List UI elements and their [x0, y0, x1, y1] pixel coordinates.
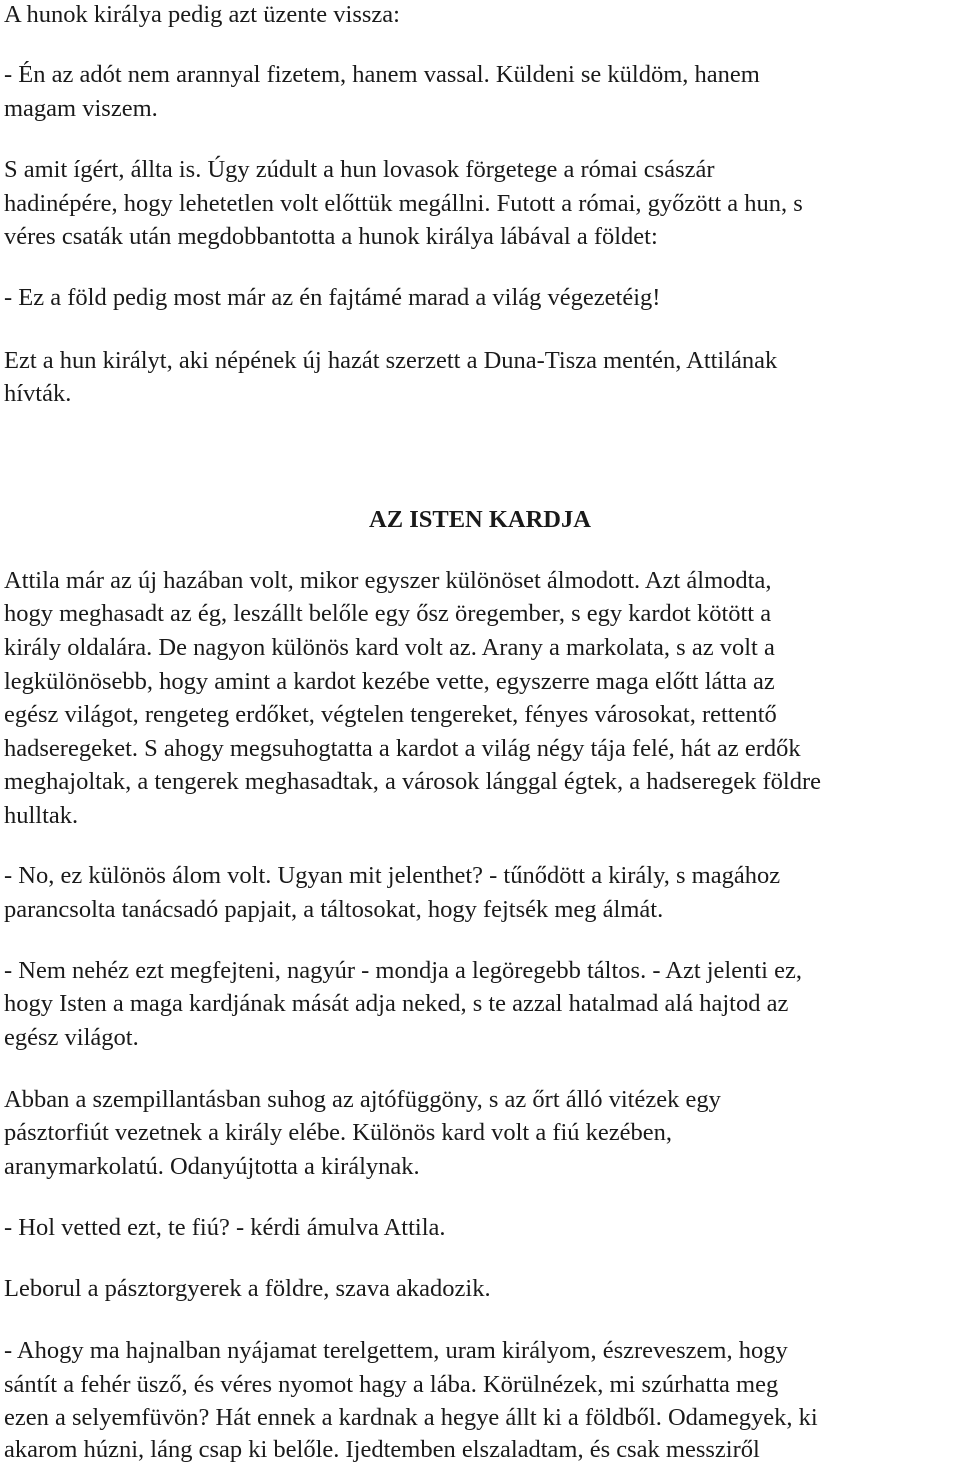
- text-line: aranymarkolatú. Odanyújtotta a királynak.: [4, 1153, 420, 1180]
- text-line: akarom húzni, láng csap ki belőle. Ijedtemben elszaladtam, és csak messziről: [4, 1436, 760, 1463]
- section-heading: AZ ISTEN KARDJA: [369, 506, 591, 533]
- text-line: legkülönösebb, hogy amint a kardot kezébe vette, egyszerre maga előtt látta az: [4, 668, 775, 695]
- text-line: - No, ez különös álom volt. Ugyan mit jelenthet? - tűnődött a király, s magához: [4, 862, 781, 889]
- text-line: parancsolta tanácsadó papjait, a táltosokat, hogy fejtsék meg álmát.: [4, 896, 664, 923]
- text-line: meghajoltak, a tengerek meghasadtak, a városok lánggal égtek, a hadseregek földre: [4, 768, 822, 795]
- text-line: A hunok királya pedig azt üzente vissza:: [4, 1, 400, 28]
- text-line: - Nem nehéz ezt megfejteni, nagyúr - mondja a legöregebb táltos. - Azt jelenti ez,: [4, 957, 802, 984]
- text-line: Ezt a hun királyt, aki népének új hazát szerzett a Duna-Tisza mentén, Attilának: [4, 347, 778, 374]
- text-line: - Hol vetted ezt, te fiú? - kérdi ámulva Attila.: [4, 1214, 446, 1241]
- text-line: ezen a selyemfüvön? Hát ennek a kardnak a hegye állt ki a földből. Odamegyek, ki: [4, 1404, 818, 1431]
- text-line: egész világot.: [4, 1024, 139, 1051]
- text-line: S amit ígért, állta is. Úgy zúdult a hun lovasok förgetege a római császár: [4, 156, 715, 183]
- text-line: - Én az adót nem arannyal fizetem, hanem vassal. Küldeni se küldöm, hanem: [4, 61, 760, 88]
- text-line: véres csaták után megdobbantotta a hunok királya lábával a földet:: [4, 223, 658, 250]
- text-line: - Ahogy ma hajnalban nyájamat terelgettem, uram királyom, észreveszem, hogy: [4, 1337, 788, 1364]
- text-line: hívták.: [4, 380, 72, 407]
- text-line: Attila már az új hazában volt, mikor egyszer különöset álmodott. Azt álmodta,: [4, 567, 772, 594]
- text-line: egész világot, rengeteg erdőket, végtelen tengereket, fényes városokat, rettentő: [4, 701, 777, 728]
- text-line: hulltak.: [4, 802, 79, 829]
- text-line: magam viszem.: [4, 95, 158, 122]
- text-line: Abban a szempillantásban suhog az ajtófüggöny, s az őrt álló vitézek egy: [4, 1086, 721, 1113]
- text-line: Leborul a pásztorgyerek a földre, szava akadozik.: [4, 1275, 491, 1302]
- text-line: hogy meghasadt az ég, leszállt belőle egy ősz öregember, s egy kardot kötött a: [4, 600, 772, 627]
- text-line: hogy Isten a maga kardjának mását adja neked, s te azzal hatalmad alá hajtod az: [4, 990, 789, 1017]
- text-line: hadinépére, hogy lehetetlen volt előttük megállni. Futott a római, győzött a hun, s: [4, 190, 803, 217]
- text-line: sántít a fehér üsző, és véres nyomot hagy a lába. Körülnézek, mi szúrhatta meg: [4, 1371, 779, 1398]
- text-line: - Ez a föld pedig most már az én fajtámé marad a világ végezetéig!: [4, 284, 661, 311]
- text-line: hadseregeket. S ahogy megsuhogtatta a kardot a világ négy tája felé, hát az erdők: [4, 735, 801, 762]
- text-line: pásztorfiút vezetnek a király elébe. Különös kard volt a fiú kezében,: [4, 1119, 673, 1146]
- text-line: király oldalára. De nagyon különös kard volt az. Arany a markolata, s az volt a: [4, 634, 775, 661]
